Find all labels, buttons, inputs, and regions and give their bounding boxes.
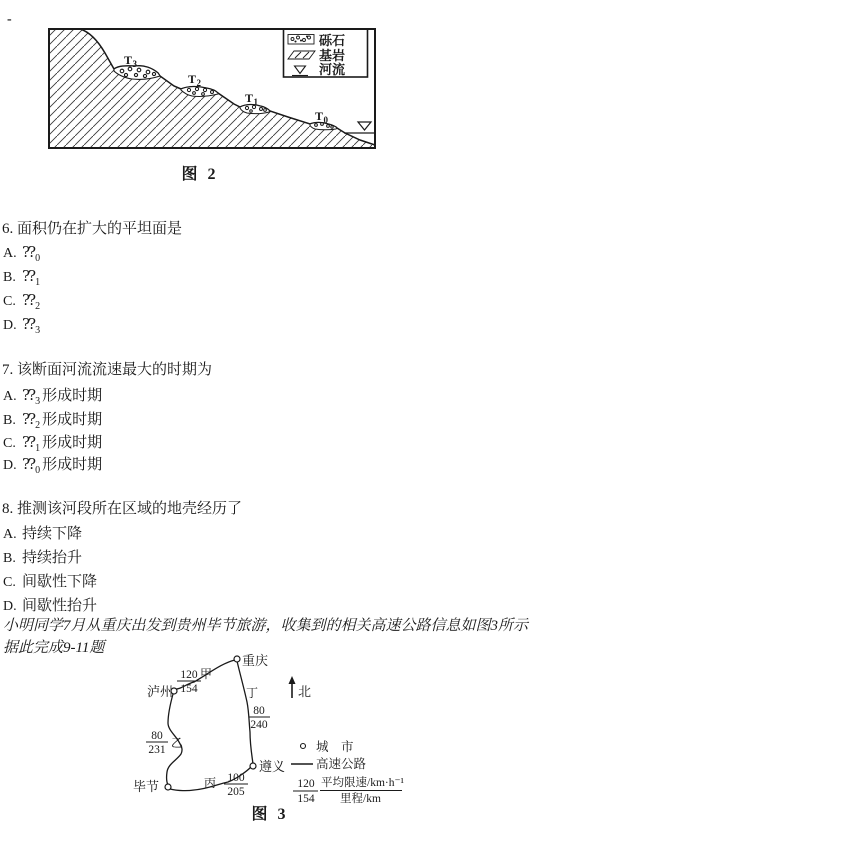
option-suffix: 形成时期 (42, 435, 103, 451)
option-letter: C. (3, 575, 16, 590)
terrace-subscript: 2 (35, 420, 41, 431)
road-label-yi: 乙 (171, 736, 184, 750)
terrace-symbol: ?? (22, 410, 35, 428)
river-symbol (344, 122, 375, 133)
question-7-option-b (3, 408, 102, 431)
option-text: 间歇性下降 (22, 574, 98, 590)
city-label-chongqing: 重庆 (242, 653, 269, 668)
option-letter: D. (3, 318, 17, 333)
north-label: 北 (298, 684, 312, 699)
question-6-option-d (3, 315, 42, 336)
option-letter: A. (3, 527, 17, 542)
terrace-symbol: ?? (22, 433, 35, 451)
terrace-subscript: 1 (35, 277, 41, 288)
figure3-legend (291, 740, 405, 805)
question-7-stem: 7. 该断面河流流速最大的时期为 (2, 362, 213, 378)
figure2-legend (284, 29, 368, 77)
legend-gravel-label: 砾石 (319, 33, 346, 48)
city-dot-zunyi (250, 763, 256, 769)
option-letter: A. (3, 389, 17, 404)
option-letter: B. (3, 270, 16, 285)
terrace-symbol: ?? (22, 243, 35, 261)
terrace-subscript: 0 (35, 465, 41, 476)
option-letter: C. (3, 294, 16, 309)
legend-highway-label: 高速公路 (316, 757, 367, 771)
option-suffix: 形成时期 (42, 388, 103, 404)
terrace-subscript: 0 (35, 253, 41, 264)
terrace-sub-t2: 2 (196, 78, 201, 88)
city-dot-bijie (165, 784, 171, 790)
option-letter: B. (3, 413, 16, 428)
road-label-ding: 丁 (246, 686, 259, 700)
north-arrow (289, 676, 312, 699)
option-text: 间歇性抬升 (22, 598, 98, 614)
fraction-bing (224, 772, 248, 798)
figure2-terrace-diagram (48, 28, 376, 149)
distance-value: 240 (250, 719, 268, 731)
option-letter: C. (3, 436, 16, 451)
terrace-subscript: 2 (35, 301, 41, 312)
question-6-stem: 6. 面积仍在扩大的平坦面是 (2, 221, 183, 237)
terrace-label-t2: T (188, 72, 197, 86)
city-label-zunyi: 遵义 (259, 759, 286, 774)
terrace-symbol: ?? (22, 291, 35, 309)
passage-line-1: 小明同学7月从重庆出发到贵州毕节旅游，收集到的相关高速公路信息如图3所示 (3, 618, 529, 634)
terrace-symbol: ?? (22, 315, 35, 333)
legend-sample-speed: 120 (297, 778, 315, 790)
option-letter: D. (3, 458, 17, 473)
question-6-option-b (3, 267, 42, 288)
option-letter: A. (3, 246, 17, 261)
distance-value: 231 (148, 744, 166, 756)
city-dot-chongqing (234, 656, 240, 662)
terrace-sub-t3: 3 (132, 59, 137, 69)
distance-value: 154 (180, 683, 198, 695)
road-label-bing: 丙 (204, 776, 217, 790)
city-label-luzhou: 泸州 (147, 684, 174, 699)
terrace-sub-t1: 1 (253, 97, 258, 107)
option-letter: B. (3, 551, 16, 566)
legend-bedrock-label: 基岩 (319, 48, 346, 63)
option-letter: D. (3, 599, 17, 614)
option-suffix: 形成时期 (42, 457, 103, 473)
terrace-symbol: ?? (22, 455, 35, 473)
terrace-label-t3: T (124, 53, 133, 67)
question-8-option-b (3, 546, 82, 567)
terrace-subscript: 1 (35, 443, 41, 454)
legend-city-label: 城 市 (316, 740, 354, 754)
page-mark: - (7, 12, 12, 27)
question-8-option-d (3, 594, 97, 615)
speed-value: 80 (253, 705, 265, 717)
question-8-option-a (3, 522, 82, 543)
city-label-bijie: 毕节 (133, 779, 160, 794)
legend-city-symbol (301, 744, 306, 749)
legend-river-label: 河流 (319, 62, 346, 77)
figure3-caption: 图 3 (251, 806, 289, 823)
road-label-jia: 甲 (200, 667, 213, 681)
option-text: 持续抬升 (22, 550, 83, 566)
question-6-option-a (3, 243, 42, 264)
question-8-option-c (3, 570, 97, 591)
terrace-symbol: ?? (22, 386, 35, 404)
speed-value: 80 (151, 730, 163, 742)
question-7-option-d (3, 453, 102, 476)
legend-distance-label: 里程/km (340, 793, 381, 805)
speed-value: 120 (180, 669, 198, 681)
figure3-highway-map (130, 650, 430, 808)
passage-line-2: 据此完成9-11题 (3, 640, 105, 656)
road-ding (237, 661, 253, 764)
terrace-subscript: 3 (35, 325, 41, 336)
fraction-ding (249, 705, 270, 731)
terrace-subscript: 3 (35, 396, 41, 407)
question-8-stem: 8. 推测该河段所在区域的地壳经历了 (2, 501, 243, 517)
question-7-option-a (3, 384, 102, 407)
legend-sample-distance: 154 (297, 793, 315, 805)
question-6-option-c (3, 291, 42, 312)
option-suffix: 形成时期 (42, 412, 103, 428)
option-text: 持续下降 (22, 526, 83, 542)
fraction-yi (146, 730, 168, 756)
terrace-symbol: ?? (22, 267, 35, 285)
speed-value: 100 (227, 772, 245, 784)
question-7-option-c (3, 431, 102, 454)
terrace-label-t1: T (245, 91, 254, 105)
legend-speed-label: 平均限速/km·h⁻¹ (321, 777, 404, 789)
terrace-label-t0: T (315, 109, 324, 123)
distance-value: 205 (227, 786, 245, 798)
figure2-caption: 图 2 (181, 166, 219, 183)
terrace-sub-t0: 0 (323, 115, 328, 125)
fraction-jia (177, 669, 201, 695)
